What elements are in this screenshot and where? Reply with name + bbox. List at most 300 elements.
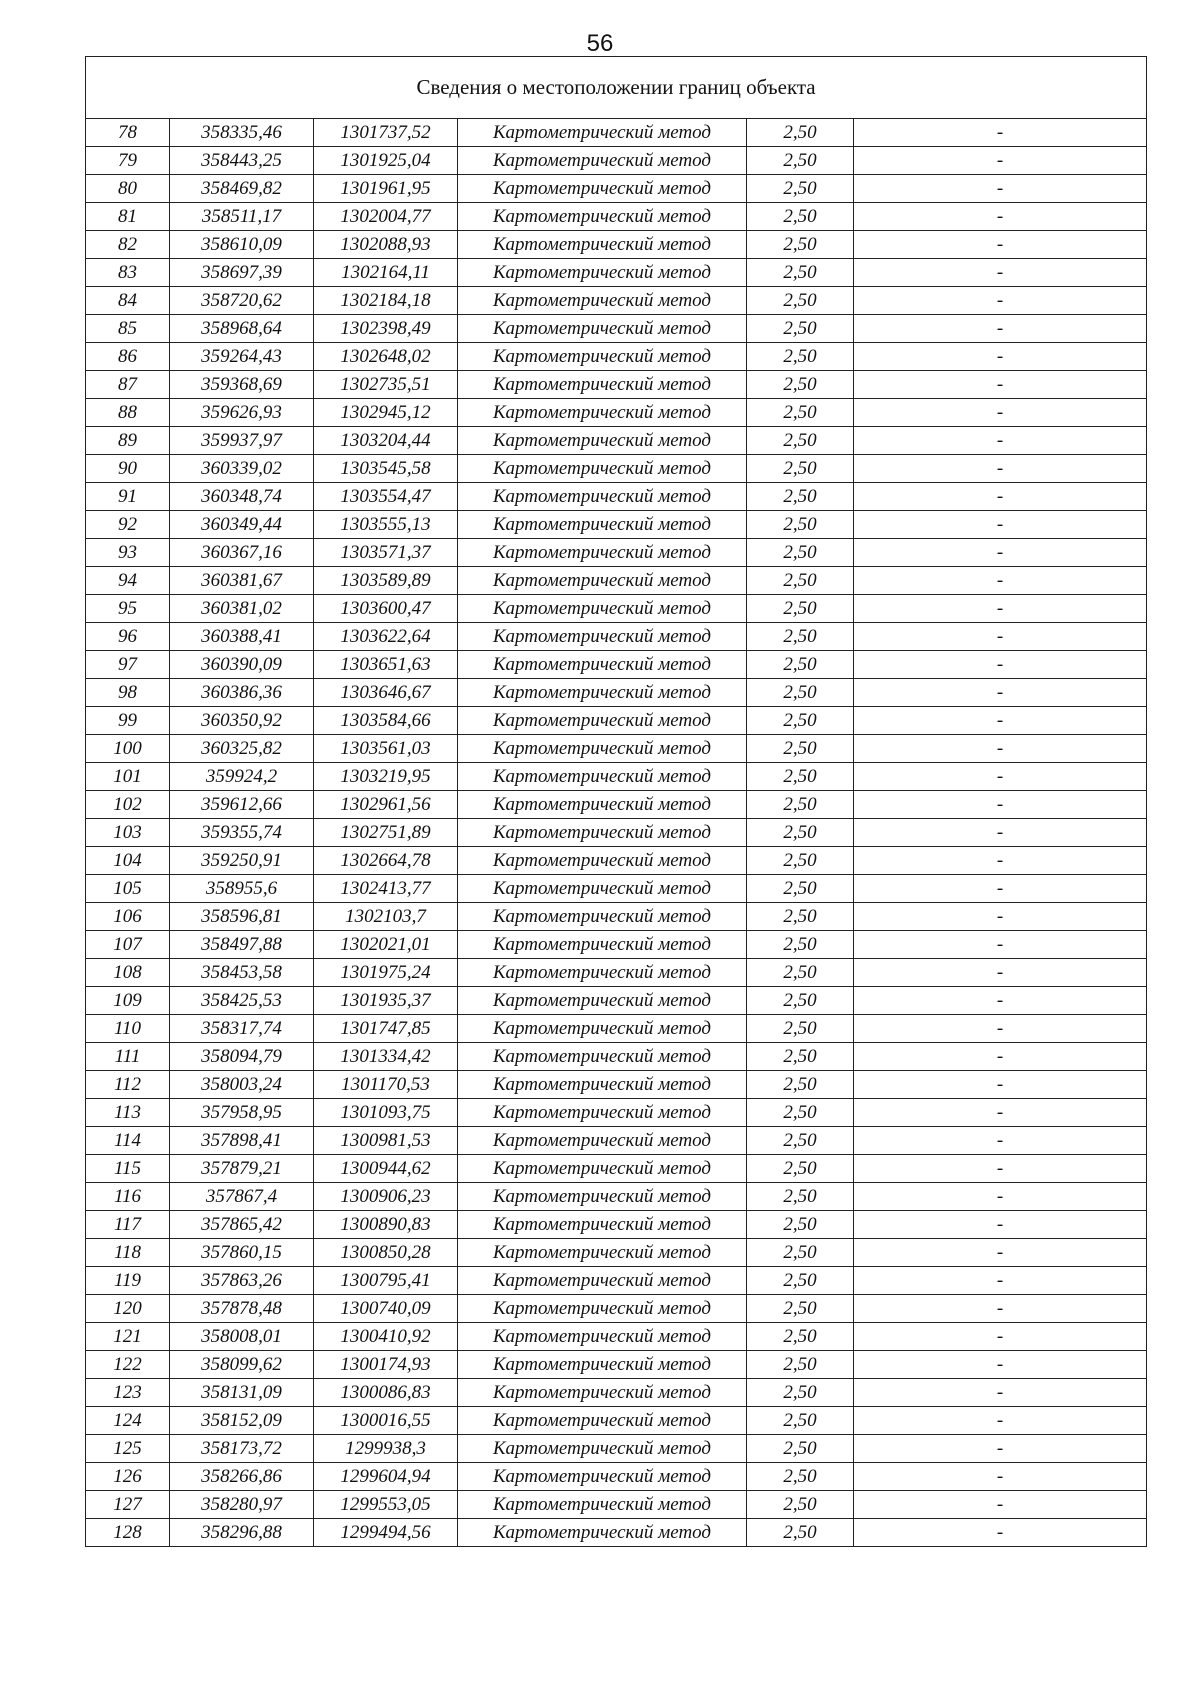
point-number-cell: 104 xyxy=(86,847,170,875)
accuracy-cell: 2,50 xyxy=(747,287,854,315)
x-coordinate-cell: 359612,66 xyxy=(170,791,314,819)
table-row xyxy=(86,343,1147,371)
x-coordinate-cell: 358443,25 xyxy=(170,147,314,175)
note-cell: - xyxy=(854,1491,1147,1519)
y-coordinate-cell: 1302751,89 xyxy=(314,819,458,847)
y-coordinate-cell: 1303204,44 xyxy=(314,427,458,455)
page-number: 56 xyxy=(586,30,614,57)
method-cell: Картометрический метод xyxy=(458,735,747,763)
y-coordinate-cell: 1301334,42 xyxy=(314,1043,458,1071)
table-row xyxy=(86,399,1147,427)
table-row xyxy=(86,1239,1147,1267)
y-coordinate-cell: 1302735,51 xyxy=(314,371,458,399)
x-coordinate-cell: 359264,43 xyxy=(170,343,314,371)
table-row xyxy=(86,203,1147,231)
note-cell: - xyxy=(854,959,1147,987)
table-title: Сведения о местоположении границ объекта xyxy=(86,57,1147,119)
accuracy-cell: 2,50 xyxy=(747,595,854,623)
table-row xyxy=(86,1155,1147,1183)
table-row xyxy=(86,1043,1147,1071)
accuracy-cell: 2,50 xyxy=(747,427,854,455)
table-row xyxy=(86,567,1147,595)
note-cell: - xyxy=(854,483,1147,511)
method-cell: Картометрический метод xyxy=(458,1043,747,1071)
point-number-cell: 95 xyxy=(86,595,170,623)
table-row xyxy=(86,987,1147,1015)
accuracy-cell: 2,50 xyxy=(747,399,854,427)
y-coordinate-cell: 1300906,23 xyxy=(314,1183,458,1211)
x-coordinate-cell: 358335,46 xyxy=(170,119,314,147)
x-coordinate-cell: 359626,93 xyxy=(170,399,314,427)
method-cell: Картометрический метод xyxy=(458,539,747,567)
point-number-cell: 103 xyxy=(86,819,170,847)
point-number-cell: 94 xyxy=(86,567,170,595)
y-coordinate-cell: 1300890,83 xyxy=(314,1211,458,1239)
method-cell: Картометрический метод xyxy=(458,819,747,847)
x-coordinate-cell: 358469,82 xyxy=(170,175,314,203)
table-row xyxy=(86,1099,1147,1127)
table-row xyxy=(86,931,1147,959)
point-number-cell: 113 xyxy=(86,1099,170,1127)
point-number-cell: 87 xyxy=(86,371,170,399)
y-coordinate-cell: 1303555,13 xyxy=(314,511,458,539)
point-number-cell: 123 xyxy=(86,1379,170,1407)
point-number-cell: 114 xyxy=(86,1127,170,1155)
method-cell: Картометрический метод xyxy=(458,875,747,903)
x-coordinate-cell: 360386,36 xyxy=(170,679,314,707)
accuracy-cell: 2,50 xyxy=(747,1435,854,1463)
accuracy-cell: 2,50 xyxy=(747,903,854,931)
point-number-cell: 111 xyxy=(86,1043,170,1071)
point-number-cell: 86 xyxy=(86,343,170,371)
table-row xyxy=(86,1295,1147,1323)
note-cell: - xyxy=(854,1323,1147,1351)
note-cell: - xyxy=(854,511,1147,539)
method-cell: Картометрический метод xyxy=(458,1099,747,1127)
note-cell: - xyxy=(854,1463,1147,1491)
note-cell: - xyxy=(854,1379,1147,1407)
x-coordinate-cell: 358173,72 xyxy=(170,1435,314,1463)
x-coordinate-cell: 359937,97 xyxy=(170,427,314,455)
table-row xyxy=(86,791,1147,819)
point-number-cell: 102 xyxy=(86,791,170,819)
table-row xyxy=(86,315,1147,343)
accuracy-cell: 2,50 xyxy=(747,651,854,679)
note-cell: - xyxy=(854,1407,1147,1435)
point-number-cell: 85 xyxy=(86,315,170,343)
table-row xyxy=(86,175,1147,203)
table-row xyxy=(86,651,1147,679)
accuracy-cell: 2,50 xyxy=(747,315,854,343)
method-cell: Картометрический метод xyxy=(458,1323,747,1351)
point-number-cell: 81 xyxy=(86,203,170,231)
x-coordinate-cell: 358094,79 xyxy=(170,1043,314,1071)
method-cell: Картометрический метод xyxy=(458,903,747,931)
table-row xyxy=(86,595,1147,623)
point-number-cell: 83 xyxy=(86,259,170,287)
method-cell: Картометрический метод xyxy=(458,147,747,175)
x-coordinate-cell: 358152,09 xyxy=(170,1407,314,1435)
x-coordinate-cell: 358968,64 xyxy=(170,315,314,343)
method-cell: Картометрический метод xyxy=(458,1351,747,1379)
x-coordinate-cell: 357958,95 xyxy=(170,1099,314,1127)
y-coordinate-cell: 1302164,11 xyxy=(314,259,458,287)
point-number-cell: 97 xyxy=(86,651,170,679)
method-cell: Картометрический метод xyxy=(458,1155,747,1183)
x-coordinate-cell: 360325,82 xyxy=(170,735,314,763)
method-cell: Картометрический метод xyxy=(458,1491,747,1519)
note-cell: - xyxy=(854,1043,1147,1071)
x-coordinate-cell: 360339,02 xyxy=(170,455,314,483)
point-number-cell: 100 xyxy=(86,735,170,763)
x-coordinate-cell: 358596,81 xyxy=(170,903,314,931)
y-coordinate-cell: 1303646,67 xyxy=(314,679,458,707)
table-row xyxy=(86,1435,1147,1463)
x-coordinate-cell: 360381,67 xyxy=(170,567,314,595)
accuracy-cell: 2,50 xyxy=(747,511,854,539)
point-number-cell: 127 xyxy=(86,1491,170,1519)
table-row xyxy=(86,1407,1147,1435)
table-row xyxy=(86,847,1147,875)
method-cell: Картометрический метод xyxy=(458,511,747,539)
x-coordinate-cell: 360349,44 xyxy=(170,511,314,539)
x-coordinate-cell: 358266,86 xyxy=(170,1463,314,1491)
y-coordinate-cell: 1302413,77 xyxy=(314,875,458,903)
point-number-cell: 119 xyxy=(86,1267,170,1295)
method-cell: Картометрический метод xyxy=(458,1239,747,1267)
point-number-cell: 101 xyxy=(86,763,170,791)
x-coordinate-cell: 358131,09 xyxy=(170,1379,314,1407)
x-coordinate-cell: 358697,39 xyxy=(170,259,314,287)
point-number-cell: 89 xyxy=(86,427,170,455)
y-coordinate-cell: 1300740,09 xyxy=(314,1295,458,1323)
method-cell: Картометрический метод xyxy=(458,1071,747,1099)
y-coordinate-cell: 1303600,47 xyxy=(314,595,458,623)
accuracy-cell: 2,50 xyxy=(747,791,854,819)
method-cell: Картометрический метод xyxy=(458,175,747,203)
table-body xyxy=(86,57,1147,1547)
accuracy-cell: 2,50 xyxy=(747,959,854,987)
accuracy-cell: 2,50 xyxy=(747,343,854,371)
point-number-cell: 96 xyxy=(86,623,170,651)
x-coordinate-cell: 357879,21 xyxy=(170,1155,314,1183)
note-cell: - xyxy=(854,987,1147,1015)
note-cell: - xyxy=(854,595,1147,623)
table-row xyxy=(86,1267,1147,1295)
accuracy-cell: 2,50 xyxy=(747,931,854,959)
y-coordinate-cell: 1302945,12 xyxy=(314,399,458,427)
x-coordinate-cell: 358610,09 xyxy=(170,231,314,259)
accuracy-cell: 2,50 xyxy=(747,875,854,903)
x-coordinate-cell: 360388,41 xyxy=(170,623,314,651)
y-coordinate-cell: 1301093,75 xyxy=(314,1099,458,1127)
x-coordinate-cell: 358511,17 xyxy=(170,203,314,231)
note-cell: - xyxy=(854,1351,1147,1379)
accuracy-cell: 2,50 xyxy=(747,203,854,231)
x-coordinate-cell: 360348,74 xyxy=(170,483,314,511)
note-cell: - xyxy=(854,147,1147,175)
accuracy-cell: 2,50 xyxy=(747,455,854,483)
note-cell: - xyxy=(854,819,1147,847)
y-coordinate-cell: 1299494,56 xyxy=(314,1519,458,1547)
y-coordinate-cell: 1300410,92 xyxy=(314,1323,458,1351)
method-cell: Картометрический метод xyxy=(458,287,747,315)
method-cell: Картометрический метод xyxy=(458,791,747,819)
table-row xyxy=(86,819,1147,847)
x-coordinate-cell: 358425,53 xyxy=(170,987,314,1015)
y-coordinate-cell: 1303545,58 xyxy=(314,455,458,483)
accuracy-cell: 2,50 xyxy=(747,119,854,147)
note-cell: - xyxy=(854,1155,1147,1183)
method-cell: Картометрический метод xyxy=(458,1127,747,1155)
point-number-cell: 120 xyxy=(86,1295,170,1323)
point-number-cell: 108 xyxy=(86,959,170,987)
method-cell: Картометрический метод xyxy=(458,483,747,511)
point-number-cell: 126 xyxy=(86,1463,170,1491)
table-row xyxy=(86,623,1147,651)
accuracy-cell: 2,50 xyxy=(747,847,854,875)
y-coordinate-cell: 1302398,49 xyxy=(314,315,458,343)
method-cell: Картометрический метод xyxy=(458,1295,747,1323)
note-cell: - xyxy=(854,875,1147,903)
table-row xyxy=(86,1071,1147,1099)
point-number-cell: 93 xyxy=(86,539,170,567)
table-row xyxy=(86,707,1147,735)
y-coordinate-cell: 1303584,66 xyxy=(314,707,458,735)
method-cell: Картометрический метод xyxy=(458,1407,747,1435)
y-coordinate-cell: 1301747,85 xyxy=(314,1015,458,1043)
table-row xyxy=(86,1379,1147,1407)
point-number-cell: 122 xyxy=(86,1351,170,1379)
x-coordinate-cell: 360367,16 xyxy=(170,539,314,567)
method-cell: Картометрический метод xyxy=(458,1183,747,1211)
table-row xyxy=(86,1323,1147,1351)
x-coordinate-cell: 358720,62 xyxy=(170,287,314,315)
accuracy-cell: 2,50 xyxy=(747,1351,854,1379)
accuracy-cell: 2,50 xyxy=(747,735,854,763)
method-cell: Картометрический метод xyxy=(458,1379,747,1407)
note-cell: - xyxy=(854,343,1147,371)
method-cell: Картометрический метод xyxy=(458,315,747,343)
note-cell: - xyxy=(854,539,1147,567)
x-coordinate-cell: 358296,88 xyxy=(170,1519,314,1547)
y-coordinate-cell: 1301935,37 xyxy=(314,987,458,1015)
table-row xyxy=(86,455,1147,483)
table-row xyxy=(86,903,1147,931)
table-row xyxy=(86,875,1147,903)
method-cell: Картометрический метод xyxy=(458,1015,747,1043)
note-cell: - xyxy=(854,1239,1147,1267)
point-number-cell: 82 xyxy=(86,231,170,259)
note-cell: - xyxy=(854,903,1147,931)
y-coordinate-cell: 1299604,94 xyxy=(314,1463,458,1491)
accuracy-cell: 2,50 xyxy=(747,1099,854,1127)
method-cell: Картометрический метод xyxy=(458,427,747,455)
accuracy-cell: 2,50 xyxy=(747,371,854,399)
y-coordinate-cell: 1303554,47 xyxy=(314,483,458,511)
note-cell: - xyxy=(854,679,1147,707)
y-coordinate-cell: 1302648,02 xyxy=(314,343,458,371)
note-cell: - xyxy=(854,371,1147,399)
point-number-cell: 125 xyxy=(86,1435,170,1463)
note-cell: - xyxy=(854,1295,1147,1323)
table-row xyxy=(86,1211,1147,1239)
accuracy-cell: 2,50 xyxy=(747,707,854,735)
accuracy-cell: 2,50 xyxy=(747,1407,854,1435)
table-row xyxy=(86,1463,1147,1491)
point-number-cell: 91 xyxy=(86,483,170,511)
note-cell: - xyxy=(854,1127,1147,1155)
x-coordinate-cell: 357867,4 xyxy=(170,1183,314,1211)
y-coordinate-cell: 1300795,41 xyxy=(314,1267,458,1295)
table-row xyxy=(86,287,1147,315)
note-cell: - xyxy=(854,1435,1147,1463)
method-cell: Картометрический метод xyxy=(458,343,747,371)
x-coordinate-cell: 358099,62 xyxy=(170,1351,314,1379)
accuracy-cell: 2,50 xyxy=(747,623,854,651)
accuracy-cell: 2,50 xyxy=(747,819,854,847)
table-row xyxy=(86,763,1147,791)
point-number-cell: 109 xyxy=(86,987,170,1015)
point-number-cell: 98 xyxy=(86,679,170,707)
table-row xyxy=(86,231,1147,259)
note-cell: - xyxy=(854,203,1147,231)
note-cell: - xyxy=(854,315,1147,343)
note-cell: - xyxy=(854,1519,1147,1547)
x-coordinate-cell: 358280,97 xyxy=(170,1491,314,1519)
accuracy-cell: 2,50 xyxy=(747,1323,854,1351)
note-cell: - xyxy=(854,119,1147,147)
method-cell: Картометрический метод xyxy=(458,1519,747,1547)
note-cell: - xyxy=(854,623,1147,651)
point-number-cell: 112 xyxy=(86,1071,170,1099)
accuracy-cell: 2,50 xyxy=(747,1463,854,1491)
note-cell: - xyxy=(854,1183,1147,1211)
y-coordinate-cell: 1300016,55 xyxy=(314,1407,458,1435)
accuracy-cell: 2,50 xyxy=(747,679,854,707)
y-coordinate-cell: 1299938,3 xyxy=(314,1435,458,1463)
table-row xyxy=(86,1491,1147,1519)
table-row xyxy=(86,427,1147,455)
point-number-cell: 118 xyxy=(86,1239,170,1267)
point-number-cell: 105 xyxy=(86,875,170,903)
point-number-cell: 78 xyxy=(86,119,170,147)
x-coordinate-cell: 359250,91 xyxy=(170,847,314,875)
method-cell: Картометрический метод xyxy=(458,231,747,259)
point-number-cell: 124 xyxy=(86,1407,170,1435)
accuracy-cell: 2,50 xyxy=(747,175,854,203)
accuracy-cell: 2,50 xyxy=(747,1239,854,1267)
note-cell: - xyxy=(854,1099,1147,1127)
x-coordinate-cell: 360390,09 xyxy=(170,651,314,679)
method-cell: Картометрический метод xyxy=(458,371,747,399)
y-coordinate-cell: 1303651,63 xyxy=(314,651,458,679)
method-cell: Картометрический метод xyxy=(458,931,747,959)
x-coordinate-cell: 357860,15 xyxy=(170,1239,314,1267)
table-row xyxy=(86,679,1147,707)
method-cell: Картометрический метод xyxy=(458,987,747,1015)
accuracy-cell: 2,50 xyxy=(747,1519,854,1547)
table-row xyxy=(86,147,1147,175)
y-coordinate-cell: 1300981,53 xyxy=(314,1127,458,1155)
method-cell: Картометрический метод xyxy=(458,1463,747,1491)
method-cell: Картометрический метод xyxy=(458,259,747,287)
accuracy-cell: 2,50 xyxy=(747,987,854,1015)
table-row xyxy=(86,735,1147,763)
point-number-cell: 84 xyxy=(86,287,170,315)
note-cell: - xyxy=(854,259,1147,287)
point-number-cell: 115 xyxy=(86,1155,170,1183)
y-coordinate-cell: 1303561,03 xyxy=(314,735,458,763)
note-cell: - xyxy=(854,735,1147,763)
point-number-cell: 80 xyxy=(86,175,170,203)
accuracy-cell: 2,50 xyxy=(747,483,854,511)
note-cell: - xyxy=(854,651,1147,679)
accuracy-cell: 2,50 xyxy=(747,1183,854,1211)
y-coordinate-cell: 1303571,37 xyxy=(314,539,458,567)
note-cell: - xyxy=(854,763,1147,791)
table-title-row xyxy=(86,57,1147,119)
y-coordinate-cell: 1302103,7 xyxy=(314,903,458,931)
accuracy-cell: 2,50 xyxy=(747,1127,854,1155)
point-number-cell: 88 xyxy=(86,399,170,427)
note-cell: - xyxy=(854,1015,1147,1043)
x-coordinate-cell: 358453,58 xyxy=(170,959,314,987)
x-coordinate-cell: 358003,24 xyxy=(170,1071,314,1099)
accuracy-cell: 2,50 xyxy=(747,567,854,595)
table-row xyxy=(86,1519,1147,1547)
point-number-cell: 106 xyxy=(86,903,170,931)
table-row xyxy=(86,539,1147,567)
accuracy-cell: 2,50 xyxy=(747,1071,854,1099)
y-coordinate-cell: 1301925,04 xyxy=(314,147,458,175)
point-number-cell: 79 xyxy=(86,147,170,175)
table-row xyxy=(86,1015,1147,1043)
method-cell: Картометрический метод xyxy=(458,1267,747,1295)
y-coordinate-cell: 1300086,83 xyxy=(314,1379,458,1407)
x-coordinate-cell: 359368,69 xyxy=(170,371,314,399)
x-coordinate-cell: 358317,74 xyxy=(170,1015,314,1043)
x-coordinate-cell: 357878,48 xyxy=(170,1295,314,1323)
note-cell: - xyxy=(854,791,1147,819)
x-coordinate-cell: 360381,02 xyxy=(170,595,314,623)
table-row xyxy=(86,1183,1147,1211)
accuracy-cell: 2,50 xyxy=(747,231,854,259)
accuracy-cell: 2,50 xyxy=(747,259,854,287)
note-cell: - xyxy=(854,1211,1147,1239)
y-coordinate-cell: 1301961,95 xyxy=(314,175,458,203)
x-coordinate-cell: 360350,92 xyxy=(170,707,314,735)
accuracy-cell: 2,50 xyxy=(747,539,854,567)
table-row xyxy=(86,511,1147,539)
boundary-coordinates-table xyxy=(85,56,1147,1547)
y-coordinate-cell: 1302021,01 xyxy=(314,931,458,959)
point-number-cell: 110 xyxy=(86,1015,170,1043)
note-cell: - xyxy=(854,1071,1147,1099)
point-number-cell: 99 xyxy=(86,707,170,735)
y-coordinate-cell: 1301170,53 xyxy=(314,1071,458,1099)
table-row xyxy=(86,959,1147,987)
x-coordinate-cell: 358008,01 xyxy=(170,1323,314,1351)
point-number-cell: 107 xyxy=(86,931,170,959)
point-number-cell: 117 xyxy=(86,1211,170,1239)
x-coordinate-cell: 358955,6 xyxy=(170,875,314,903)
x-coordinate-cell: 359355,74 xyxy=(170,819,314,847)
note-cell: - xyxy=(854,455,1147,483)
method-cell: Картометрический метод xyxy=(458,959,747,987)
y-coordinate-cell: 1299553,05 xyxy=(314,1491,458,1519)
y-coordinate-cell: 1303622,64 xyxy=(314,623,458,651)
